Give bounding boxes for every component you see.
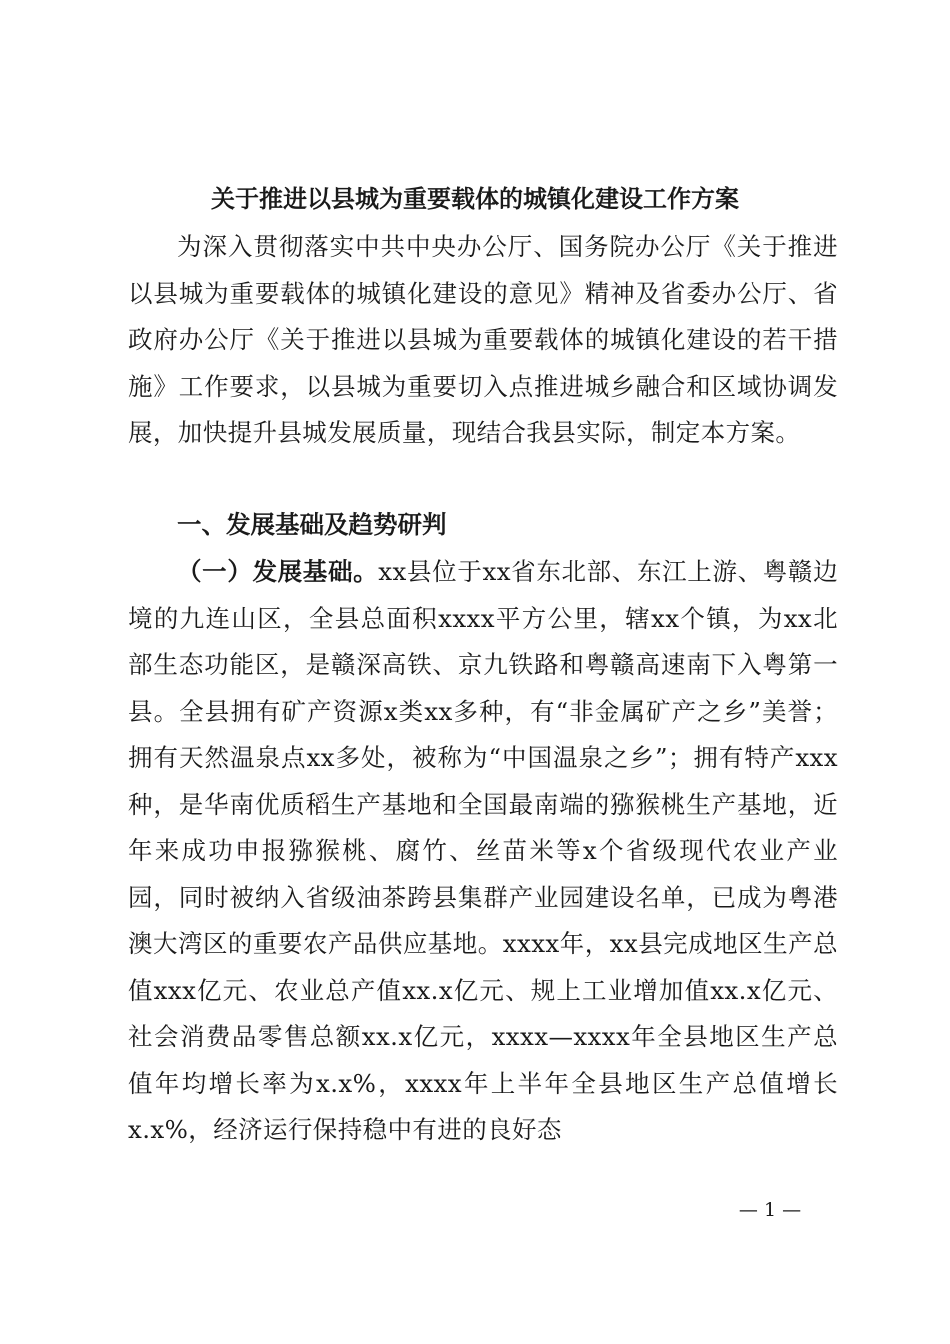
subsection-paragraph [128,549,838,1154]
section-heading: 一、发展基础及趋势研判 [177,510,447,539]
subsection-body: xx县位于xx省东北部、东江上游、粤赣边境的九连山区，全县总面积xxxx平方公里，辖xx个镇，为xx北部生态功能区，是赣深高铁、京九铁路和粤赣高速南下入粤第一县。全县拥有矿产资源x类xx多种，有“非金属矿产之乡”美誉；拥有天然温泉点xx多处，被称为“中国温泉之乡”；拥有特产xxx种，是华南优质稻生产基地和全国最南端的猕猴桃生产基地，近年来成功申报猕猴桃、腐竹、丝苗米等x个省级现代农业产业园，同时被纳入省级油茶跨县集群产业园建设名单，已成为粤港澳大湾区的重要农产品供应基地。xxxx年，xx县完成地区生产总值xxx亿元、农业总产值xx.x亿元、规上工业增加值xx.x亿元、社会消费品零售总额xx.x亿元，xxxx—xxxx年全县地区生产总值年均增长率为x.x%，xxxx年上半年全县地区生产总值增长x.x%，经济运行保持稳中有进的良好态 [128,557,838,1144]
subsection-lead: （一）发展基础。 [177,557,379,586]
document-title: 关于推进以县城为重要载体的城镇化建设工作方案 [211,184,739,213]
page-number: — 1 — [738,1199,802,1221]
intro-paragraph: 为深入贯彻落实中共中央办公厅、国务院办公厅《关于推进以县城为重要载体的城镇化建设的意见》精神及省委办公厅、省政府办公厅《关于推进以县城为重要载体的城镇化建设的若干措施》工作要求，以县城为重要切入点推进城乡融合和区域协调发展，加快提升县城发展质量，现结合我县实际，制定本方案。 [128,232,838,447]
